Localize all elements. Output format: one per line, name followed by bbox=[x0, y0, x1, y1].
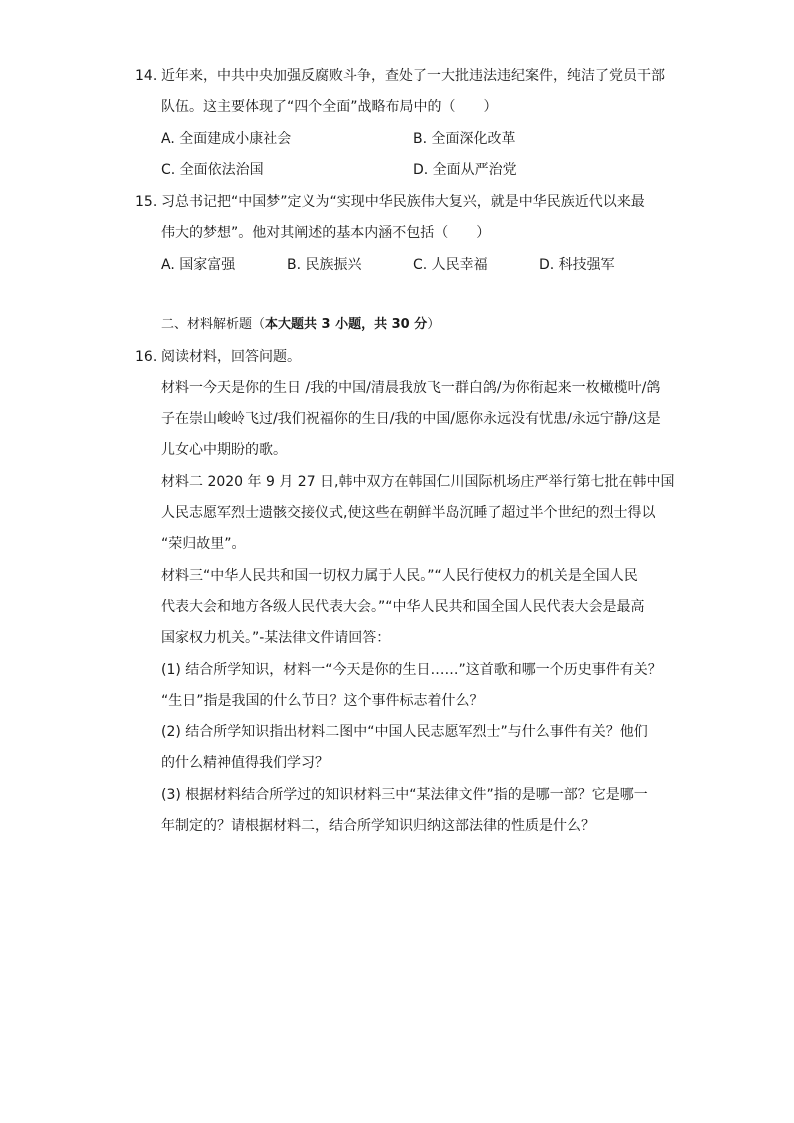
question-text-line: 近年来，中共中央加强反腐败斗争，查处了一大批违法违纪案件，纯洁了党员干部 bbox=[161, 68, 665, 84]
material-1-line: 子在崇山峻岭飞过/我们祝福你的生日/我的中国/愿你永远没有忧患/永远宁静/这是 bbox=[161, 411, 661, 427]
sub-question-1: “生日”指是我国的什么节日？这个事件标志着什么？ bbox=[161, 693, 484, 709]
question-text-line: 队伍。这主要体现了“四个全面”战略布局中的（ ） bbox=[161, 99, 498, 115]
material-1-line: 材料一今天是你的生日 /我的中国/清晨我放飞一群白鸽/为你衔起来一枚橄榄叶/鸽 bbox=[161, 380, 661, 396]
material-3-line: 代表大会和地方各级人民代表大会。”“中华人民共和国全国人民代表大会是最高 bbox=[161, 599, 645, 615]
option-a: A. 国家富强 bbox=[161, 257, 236, 273]
section-close: ） bbox=[427, 317, 441, 332]
option-c: C. 人民幸福 bbox=[413, 257, 488, 273]
sub-question-2: 的什么精神值得我们学习？ bbox=[161, 755, 329, 771]
sub-question-2: (2) 结合所学知识指出材料二图中“中国人民志愿军烈士”与什么事件有关？他们 bbox=[161, 724, 648, 740]
material-2-line: 人民志愿军烈士遗骸交接仪式,使这些在朝鲜半岛沉睡了超过半个世纪的烈士得以 bbox=[161, 505, 656, 521]
option-c: C. 全面依法治国 bbox=[161, 162, 264, 178]
question-intro: 阅读材料，回答问题。 bbox=[161, 349, 301, 365]
material-1-line: 儿女心中期盼的歌。 bbox=[161, 442, 287, 458]
option-d: D. 科技强军 bbox=[539, 257, 615, 273]
option-b: B. 民族振兴 bbox=[287, 257, 362, 273]
question-number: 16. bbox=[135, 349, 158, 365]
material-3-line: 材料三“中华人民共和国一切权力属于人民。”“人民行使权力的机关是全国人民 bbox=[161, 568, 638, 584]
material-2-line: 材料二 2020 年 9 月 27 日,韩中双方在韩国仁川国际机场庄严举行第七批在韩中国 bbox=[161, 474, 675, 490]
option-a: A. 全面建成小康社会 bbox=[161, 131, 292, 147]
option-b: B. 全面深化改革 bbox=[413, 131, 516, 147]
question-number: 15. bbox=[135, 194, 158, 210]
section-title: 二、材料解析题（ bbox=[161, 317, 266, 332]
sub-question-3: 年制定的？请根据材料二，结合所学知识归纳这部法律的性质是什么？ bbox=[161, 818, 595, 834]
section-detail: 本大题共 3 小题，共 30 分 bbox=[265, 317, 428, 332]
question-number: 14. bbox=[135, 68, 158, 84]
material-3-line: 国家权力机关。”-某法律文件请回答： bbox=[161, 630, 391, 646]
material-2-line: “荣归故里”。 bbox=[161, 536, 246, 552]
question-text-line: 伟大的梦想”。他对其阐述的基本内涵不包括（ ） bbox=[161, 225, 491, 241]
sub-question-1: (1) 结合所学知识，材料一“今天是你的生日……”这首歌和哪一个历史事件有关？ bbox=[161, 662, 662, 678]
section-heading bbox=[161, 315, 440, 335]
question-text-line: 习总书记把“中国梦”定义为“实现中华民族伟大复兴，就是中华民族近代以来最 bbox=[161, 194, 645, 210]
sub-question-3: (3) 根据材料结合所学过的知识材料三中“某法律文件”指的是哪一部？它是哪一 bbox=[161, 787, 648, 803]
option-d: D. 全面从严治党 bbox=[413, 162, 517, 178]
